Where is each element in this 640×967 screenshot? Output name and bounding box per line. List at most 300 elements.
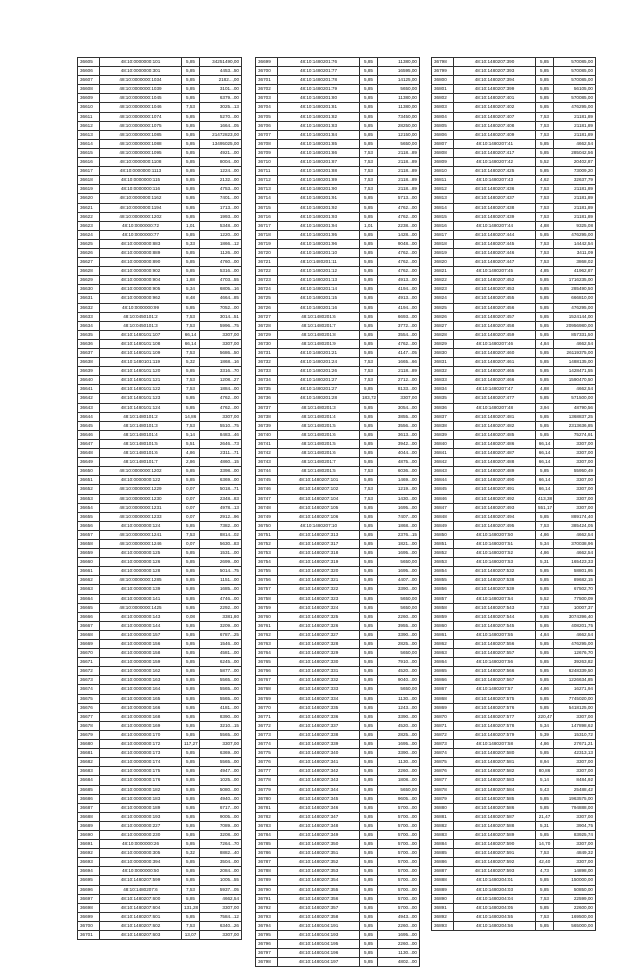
table-row	[432, 467, 596, 476]
rate-cell: 0,07	[182, 539, 200, 548]
value-cell: 4746...00	[200, 594, 242, 603]
cadastral-number: 48:10:0000000:1233	[100, 512, 182, 521]
table-row	[432, 403, 596, 412]
rate-cell: 5,85	[182, 303, 200, 312]
cadastral-number: 48:10:1480207:402	[454, 103, 536, 112]
rate-cell: 5,85	[360, 112, 378, 121]
value-cell: 3307,00	[554, 758, 596, 767]
row-number: 36727	[256, 312, 278, 321]
cadastral-number: 48:10:1480207:358	[278, 912, 360, 921]
cadastral-number: 48:10:1480207:545	[454, 621, 536, 630]
table-row	[432, 767, 596, 776]
cadastral-number: 48:10:1480201:5	[278, 439, 360, 448]
cadastral-number: 48:10:1480207:589	[454, 830, 536, 839]
row-number: 36717	[256, 221, 278, 230]
cadastral-number: 48:10:0000000:1425	[100, 603, 182, 612]
row-number: 36729	[256, 330, 278, 339]
value-cell: 16595,00	[378, 67, 420, 76]
table-row	[256, 776, 420, 785]
row-number: 36752	[256, 539, 278, 548]
value-cell: 3054...00	[378, 403, 420, 412]
cadastral-number: 48:10:1480204:01	[454, 876, 536, 885]
row-number: 36650	[78, 467, 100, 476]
row-number: 36725	[256, 294, 278, 303]
value-cell: 8814...02	[200, 530, 242, 539]
value-cell: 5630...83	[200, 539, 242, 548]
rate-cell: 7,53	[360, 148, 378, 157]
value-cell: 3101...00	[200, 85, 242, 94]
cadastral-number: 48:10:1480207:444	[454, 230, 536, 239]
rate-cell: 5,85	[536, 576, 554, 585]
cadastral-number: 48:10:1480207:482	[454, 421, 536, 430]
table-row	[432, 867, 596, 876]
rate-cell: 5,85	[536, 230, 554, 239]
cadastral-number: 48:10:1480207:603	[100, 931, 182, 940]
cadastral-number: 48:10:1480207:54	[454, 594, 536, 603]
rate-cell: 5,85	[360, 949, 378, 958]
cadastral-number: 48:10:0000000:170	[100, 730, 182, 739]
rate-cell: 5,85	[360, 103, 378, 112]
table-row	[256, 430, 420, 439]
rate-cell: 5,85	[182, 121, 200, 130]
rate-cell: 5,85	[536, 349, 554, 358]
cadastral-number: 48:10:1480207:44	[454, 221, 536, 230]
cadastral-number: 48:10:1480201:6	[278, 449, 360, 458]
row-number: 36750	[256, 521, 278, 530]
row-number: 36809	[432, 158, 454, 167]
table-row	[256, 503, 420, 512]
cadastral-number: 48:10:1480207:543	[454, 603, 536, 612]
table-row	[256, 712, 420, 721]
value-cell: 5700...00	[378, 812, 420, 821]
row-number: 36614	[78, 139, 100, 148]
rate-cell: 5,85	[360, 649, 378, 658]
row-number: 36791	[256, 894, 278, 903]
row-number: 36749	[256, 512, 278, 521]
rate-cell: 5,85	[536, 412, 554, 421]
rate-cell: 5,85	[360, 58, 378, 67]
table-row	[256, 376, 420, 385]
cadastral-number: 48:10:1480101:122	[100, 385, 182, 394]
value-cell: 5700...00	[378, 821, 420, 830]
value-cell: 2712...00	[378, 376, 420, 385]
table-row	[256, 858, 420, 867]
table-row	[256, 112, 420, 121]
cadastral-number: 48:10:1480201:5	[278, 421, 360, 430]
row-number: 36617	[78, 167, 100, 176]
value-cell: 3307,00	[554, 458, 596, 467]
value-cell: 570085,00	[554, 67, 596, 76]
table-row	[432, 730, 596, 739]
rate-cell: 5,85	[360, 412, 378, 421]
row-number: 36682	[78, 758, 100, 767]
rate-cell: 7,53	[536, 849, 554, 858]
table-row	[78, 449, 242, 458]
table-row	[256, 339, 420, 348]
rate-cell: 5,85	[360, 630, 378, 639]
row-number: 36854	[432, 567, 454, 576]
rate-cell: 5,85	[360, 840, 378, 849]
value-cell: 4762...00	[378, 212, 420, 221]
value-cell: 16271,94	[554, 685, 596, 694]
table-row	[78, 794, 242, 803]
cadastral-number: 48:10:0000000:50	[100, 867, 182, 876]
rate-cell: 5,85	[360, 330, 378, 339]
rate-cell: 66,14	[536, 439, 554, 448]
cadastral-number: 48:10:0000000:305	[100, 849, 182, 858]
row-number: 36859	[432, 612, 454, 621]
row-number: 36718	[256, 230, 278, 239]
table-row	[78, 312, 242, 321]
table-row	[78, 258, 242, 267]
rate-cell: 7,53	[360, 176, 378, 185]
table-row	[78, 358, 242, 367]
row-number: 36719	[256, 239, 278, 248]
cadastral-number: 48:10:1480207:353	[278, 867, 360, 876]
value-cell: 8133...00	[378, 385, 420, 394]
value-cell: 1151...00	[200, 576, 242, 585]
value-cell: 4664...85	[200, 294, 242, 303]
table-row	[432, 894, 596, 903]
cadastral-number: 48:10:1480207:452	[454, 276, 536, 285]
row-number: 36690	[78, 830, 100, 839]
rate-cell: 4,85	[536, 267, 554, 276]
value-cell: 21472823,00	[200, 130, 242, 139]
rate-cell: 5,85	[536, 467, 554, 476]
rate-cell: 4,84	[536, 339, 554, 348]
rate-cell: 5,85	[360, 121, 378, 130]
table-row	[432, 112, 596, 121]
rate-cell: 5,85	[360, 503, 378, 512]
table-row	[256, 685, 420, 694]
cadastral-number: 48:10:1480201:93	[278, 212, 360, 221]
row-number: 36886	[432, 858, 454, 867]
value-cell: 3942...00	[378, 439, 420, 448]
cadastral-number: 48:10:0000000:163	[100, 676, 182, 685]
rate-cell: 5,51	[182, 439, 200, 448]
cadastral-number: 48:10:1480207:41	[454, 139, 536, 148]
rate-cell: 5,85	[182, 394, 200, 403]
cadastral-number: 48:10:1480207:587	[454, 812, 536, 821]
value-cell: 5565...00	[200, 730, 242, 739]
value-cell: 28250,00	[378, 121, 420, 130]
table-row	[78, 630, 242, 639]
table-row	[78, 676, 242, 685]
rate-cell: 5,85	[182, 112, 200, 121]
table-row	[432, 530, 596, 539]
row-number: 36675	[78, 694, 100, 703]
row-number: 36825	[432, 303, 454, 312]
row-number: 36778	[256, 776, 278, 785]
table-row	[432, 649, 596, 658]
row-number: 36870	[432, 712, 454, 721]
row-number: 36864	[432, 658, 454, 667]
cadastral-number: 48:10:1480207:53	[454, 558, 536, 567]
rate-cell: 7,53	[536, 112, 554, 121]
rate-cell: 5,85	[360, 94, 378, 103]
table-row	[432, 821, 596, 830]
cadastral-number: 48:10:0000000:1231	[100, 503, 182, 512]
rate-cell: 7,53	[536, 130, 554, 139]
rate-cell: 5,85	[360, 76, 378, 85]
row-number: 36868	[432, 694, 454, 703]
cadastral-number: 48:10:1480207:323	[278, 594, 360, 603]
value-cell: 5700...00	[378, 894, 420, 903]
cadastral-number: 48:10:1480207:466	[454, 376, 536, 385]
rate-cell: 7,53	[536, 239, 554, 248]
value-cell: 3411,09	[554, 248, 596, 257]
rate-cell: 5,85	[182, 749, 200, 758]
table-row	[432, 612, 596, 621]
row-number: 36693	[78, 858, 100, 867]
row-number: 36613	[78, 130, 100, 139]
value-cell: 5650,00	[378, 685, 420, 694]
cadastral-number: 48:10:1480207:458	[454, 321, 536, 330]
row-number: 36887	[432, 867, 454, 876]
value-cell: 1713...00	[200, 203, 242, 212]
value-cell: 5700...00	[378, 885, 420, 894]
table-row	[78, 894, 242, 903]
rate-cell: 5,85	[182, 585, 200, 594]
row-number: 36869	[432, 703, 454, 712]
table-row	[256, 485, 420, 494]
row-number: 36634	[78, 321, 100, 330]
row-number: 36625	[78, 239, 100, 248]
rate-cell: 5,85	[360, 449, 378, 458]
cadastral-number: 48:10:1480207:446	[454, 248, 536, 257]
value-cell: 4662,54	[554, 139, 596, 148]
cadastral-number: 48:10:1480207:495	[454, 521, 536, 530]
table-row	[78, 539, 242, 548]
table-row	[78, 658, 242, 667]
cadastral-number: 48:10:0000000:156	[100, 640, 182, 649]
row-number: 36692	[78, 849, 100, 858]
cadastral-number: 48:10:1480207:50	[454, 530, 536, 539]
cadastral-number: 48:10:1480207:333	[278, 685, 360, 694]
table-row	[78, 103, 242, 112]
table-row	[256, 612, 420, 621]
value-cell: 3307,00	[554, 503, 596, 512]
cadastral-number: 48:10:0000000:183	[100, 794, 182, 803]
cadastral-number: 48:10:0000000:77	[100, 230, 182, 239]
cadastral-number: 48:10:1480207:604	[100, 903, 182, 912]
cadastral-number: 48:10:0000000:189	[100, 803, 182, 812]
cadastral-number: 48:10:0000000:166	[100, 703, 182, 712]
row-number: 36606	[78, 67, 100, 76]
row-number: 36843	[432, 467, 454, 476]
cadastral-number: 48:10:1480207:10	[278, 521, 360, 530]
cadastral-number: 48:10:1480201:86	[278, 148, 360, 157]
value-cell: 3955...00	[378, 621, 420, 630]
value-cell: 2260...00	[378, 921, 420, 930]
value-cell: 5565...00	[200, 694, 242, 703]
row-number: 36889	[432, 885, 454, 894]
row-number: 36762	[256, 630, 278, 639]
cadastral-number: 48:10:1480207:106	[278, 512, 360, 521]
cadastral-number: 48:10:1480207:47	[454, 385, 536, 394]
cadastral-number: 48:10:1480207:105	[278, 503, 360, 512]
row-number: 36626	[78, 248, 100, 257]
cadastral-number: 48:10:1480207:325	[278, 612, 360, 621]
cadastral-number: 48:10:1480207:407	[454, 112, 536, 121]
value-cell: 73450,00	[378, 112, 420, 121]
value-cell: 3504...00	[200, 858, 242, 867]
rate-cell: 5,85	[536, 658, 554, 667]
rate-cell: 5,85	[536, 421, 554, 430]
table-row	[256, 176, 420, 185]
rate-cell: 5,85	[182, 594, 200, 603]
value-cell: 1695...00	[378, 503, 420, 512]
value-cell: 3307,00	[554, 494, 596, 503]
rate-cell: 1,01	[360, 221, 378, 230]
rate-cell: 5,52	[536, 158, 554, 167]
table-row	[78, 148, 242, 157]
row-number: 36777	[256, 767, 278, 776]
table-row	[256, 594, 420, 603]
value-cell: 1220...00	[200, 230, 242, 239]
table-row	[78, 476, 242, 485]
row-number: 36754	[256, 558, 278, 567]
table-row	[432, 367, 596, 376]
cadastral-number: 48:10:1480101:119	[100, 358, 182, 367]
value-cell: 3556...00	[378, 421, 420, 430]
value-cell: 5700...00	[378, 903, 420, 912]
cadastral-number: 48:10:0450101:3	[100, 321, 182, 330]
rate-cell: 5,85	[182, 667, 200, 676]
table-row	[78, 276, 242, 285]
value-cell: 1126...00	[200, 248, 242, 257]
row-number: 36883	[432, 830, 454, 839]
row-number: 36789	[256, 876, 278, 885]
cadastral-number: 48:10:1480207:485	[454, 430, 536, 439]
table-row	[78, 130, 242, 139]
row-number: 36631	[78, 294, 100, 303]
value-cell: 1368837,25	[554, 412, 596, 421]
row-number: 36688	[78, 812, 100, 821]
cadastral-number: 48:10:1480201:90	[278, 185, 360, 194]
cadastral-number: 48:10:1480207:336	[278, 712, 360, 721]
rate-cell: 66,14	[536, 476, 554, 485]
value-cell: 7407...00	[378, 512, 420, 521]
table-row	[78, 721, 242, 730]
table-row	[256, 621, 420, 630]
value-cell: 5937...05	[200, 885, 242, 894]
table-row	[256, 521, 420, 530]
rate-cell: 5,85	[182, 858, 200, 867]
row-number: 36668	[78, 630, 100, 639]
table-row	[78, 603, 242, 612]
table-row	[432, 267, 596, 276]
rate-cell: 5,85	[360, 603, 378, 612]
rate-cell: 5,85	[182, 840, 200, 849]
table-row	[256, 949, 420, 958]
row-number: 36663	[78, 585, 100, 594]
table-row	[256, 248, 420, 257]
rate-cell: 5,85	[182, 649, 200, 658]
row-number: 36769	[256, 694, 278, 703]
cadastral-number: 48:10:0000000:175	[100, 767, 182, 776]
row-number: 36797	[256, 949, 278, 958]
row-number: 36780	[256, 794, 278, 803]
row-number: 36890	[432, 894, 454, 903]
row-number: 36816	[432, 221, 454, 230]
value-cell: 5348...00	[200, 221, 242, 230]
value-cell: 4978...13	[200, 503, 242, 512]
rate-cell: 5,85	[360, 858, 378, 867]
value-cell: 11380,00	[378, 94, 420, 103]
value-cell: 3307,00	[554, 476, 596, 485]
rate-cell: 5,85	[182, 267, 200, 276]
value-cell: 3307,00	[200, 412, 242, 421]
rate-cell: 5,85	[360, 530, 378, 539]
rate-cell: 7,53	[536, 194, 554, 203]
rate-cell: 5,85	[360, 458, 378, 467]
table-row	[432, 130, 596, 139]
rate-cell: 5,85	[360, 612, 378, 621]
value-cell: 570085,00	[554, 94, 596, 103]
row-number: 36757	[256, 585, 278, 594]
table-row	[78, 485, 242, 494]
rate-cell: 5,85	[360, 576, 378, 585]
value-cell: 2699...00	[200, 558, 242, 567]
rate-cell: 5,85	[360, 321, 378, 330]
row-number: 36773	[256, 730, 278, 739]
rate-cell: 5,85	[536, 294, 554, 303]
cadastral-number: 48:10:1480207:487	[454, 449, 536, 458]
table-row	[78, 421, 242, 430]
rate-cell: 5,85	[360, 803, 378, 812]
table-row	[432, 139, 596, 148]
rate-cell: 5,85	[536, 585, 554, 594]
row-number: 36664	[78, 594, 100, 603]
table-row	[432, 121, 596, 130]
value-cell: 21181,89	[554, 185, 596, 194]
row-number: 36839	[432, 430, 454, 439]
cadastral-number: 48:10:1480207:328	[278, 640, 360, 649]
rate-cell: 0,08	[182, 612, 200, 621]
row-number: 36755	[256, 567, 278, 576]
cadastral-number: 48:10:1480201:24	[278, 358, 360, 367]
value-cell: 4762...00	[200, 394, 242, 403]
value-cell: 21181,89	[554, 212, 596, 221]
value-cell: 3210...15	[200, 721, 242, 730]
table-row	[256, 385, 420, 394]
table-row	[432, 567, 596, 576]
rate-cell: 5,85	[182, 130, 200, 139]
row-number: 36873	[432, 740, 454, 749]
value-cell: 4875...00	[378, 458, 420, 467]
row-number: 36674	[78, 685, 100, 694]
value-cell: 5080...00	[200, 785, 242, 794]
cadastral-number: 48:10:1480207:493	[454, 503, 536, 512]
cadastral-number: 48:10:0000000:1039	[100, 85, 182, 94]
table-row	[256, 421, 420, 430]
cadastral-number: 48:10:0000000:962	[100, 294, 182, 303]
rate-cell: 1,01	[182, 221, 200, 230]
cadastral-number: 48:10:1480207:588	[454, 821, 536, 830]
cadastral-number: 48:10:1480207:334	[278, 694, 360, 703]
table-row	[256, 730, 420, 739]
row-number: 36775	[256, 749, 278, 758]
cadastral-number: 48:10:1480204:56	[454, 921, 536, 930]
rate-cell: 551,17	[536, 503, 554, 512]
cadastral-number: 48:10:0000000:115	[100, 176, 182, 185]
table-row	[78, 694, 242, 703]
cadastral-number: 48:10:1480101:5	[100, 439, 182, 448]
value-cell: 4194...00	[378, 303, 420, 312]
table-row	[432, 339, 596, 348]
rate-cell: 5,85	[182, 785, 200, 794]
